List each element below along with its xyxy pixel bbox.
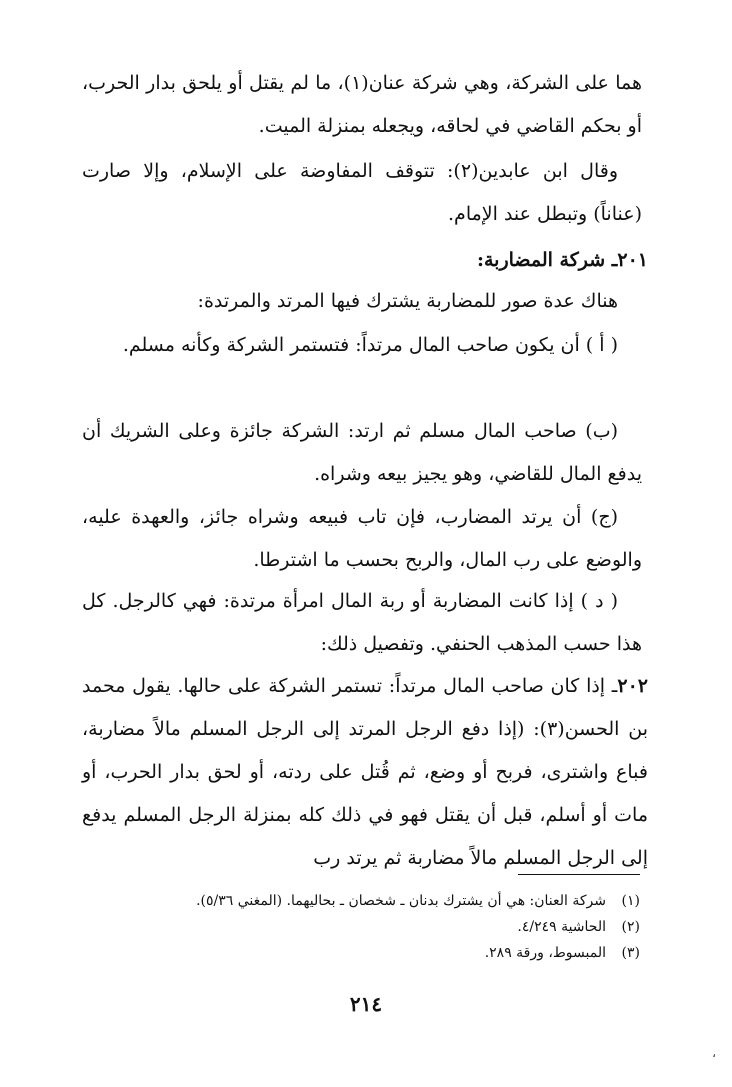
paragraph-shirkat-inan xyxy=(82,62,642,148)
paragraph-text: وقال ابن عابدين(٢): تتوقف المفاوضة على الإسلام، وإلا صارت (عناناً) وتبطل عند الإمام. xyxy=(82,160,642,225)
footnote-3 xyxy=(80,940,640,966)
footnote-text: الحاشية ٤/٢٤٩. xyxy=(517,919,606,935)
paragraph-text: ( أ ) أن يكون صاحب المال مرتداً: فتستمر الشركة وكأنه مسلم. xyxy=(122,334,618,356)
paragraph-intro xyxy=(82,280,642,323)
footnote-number: (٢) xyxy=(621,919,640,935)
edge-mark: ، xyxy=(712,1046,716,1060)
footnote-separator xyxy=(518,874,640,875)
paragraph-text: هناك عدة صور للمضاربة يشترك فيها المرتد والمرتدة: xyxy=(197,290,618,312)
paragraph-text: ـ إذا كان صاحب المال مرتداً: تستمر الشركة على حالها. يقول محمد بن الحسن(٣): (إذا دفع الرجل المرتد إلى الرجل المسلم مالاً مضاربة، فباع واشترى، فربح أو وضع، ثم قُتل على ردته، أو لحق بدار الحرب، أو مات أو أسلم، قبل أن يقتل فهو في ذلك كله بمنزلة الرجل المسلم يدفع إلى الرجل المسلم مالاً مضاربة ثم يرتد رب xyxy=(82,675,648,869)
section-heading-201 xyxy=(82,239,648,282)
page-number: ٢١٤ xyxy=(349,992,383,1016)
list-item-b xyxy=(82,410,642,496)
paragraph-text: ( د ) إذا كانت المضاربة أو ربة المال امرأة مرتدة: فهي كالرجل. كل هذا حسب المذهب الحنفي. وتفصيل ذلك: xyxy=(82,590,642,655)
footnotes xyxy=(80,888,640,966)
footnote-1 xyxy=(80,888,640,914)
list-item-d xyxy=(82,580,642,666)
footnote-text: شركة العنان: هي أن يشترك بدنان ـ شخصان ـ بحاليهما. (المغني ٥/٣٦). xyxy=(196,893,606,909)
footnote-number: (٣) xyxy=(621,945,640,961)
section-number: ٢٠٢ xyxy=(617,675,648,697)
footnote-text: المبسوط، ورقة ٢٨٩. xyxy=(484,945,606,961)
footnote-2 xyxy=(80,914,640,940)
paragraph-text: (ج) أن يرتد المضارب، فإن تاب فبيعه وشراه جائز، والعهدة عليه، والوضع على رب المال، والربح بحسب ما اشترطا. xyxy=(82,506,642,571)
section-title: ـ شركة المضاربة: xyxy=(476,249,618,271)
footnote-number: (١) xyxy=(621,893,640,909)
paragraph-text: هما على الشركة، وهي شركة عنان(١)، ما لم يقتل أو يلحق بدار الحرب، أو بحكم القاضي في لحاقه، ويجعله بمنزلة الميت. xyxy=(82,72,643,137)
section-number: ٢٠١ xyxy=(617,249,648,271)
list-item-c xyxy=(82,496,642,582)
paragraph-text: (ب) صاحب المال مسلم ثم ارتد: الشركة جائزة وعلى الشريك أن يدفع المال للقاضي، وهو يجيز بيعه وشراه. xyxy=(82,420,642,485)
section-202 xyxy=(82,665,648,880)
list-item-a xyxy=(82,324,642,367)
paragraph-ibn-abidin xyxy=(82,150,642,236)
